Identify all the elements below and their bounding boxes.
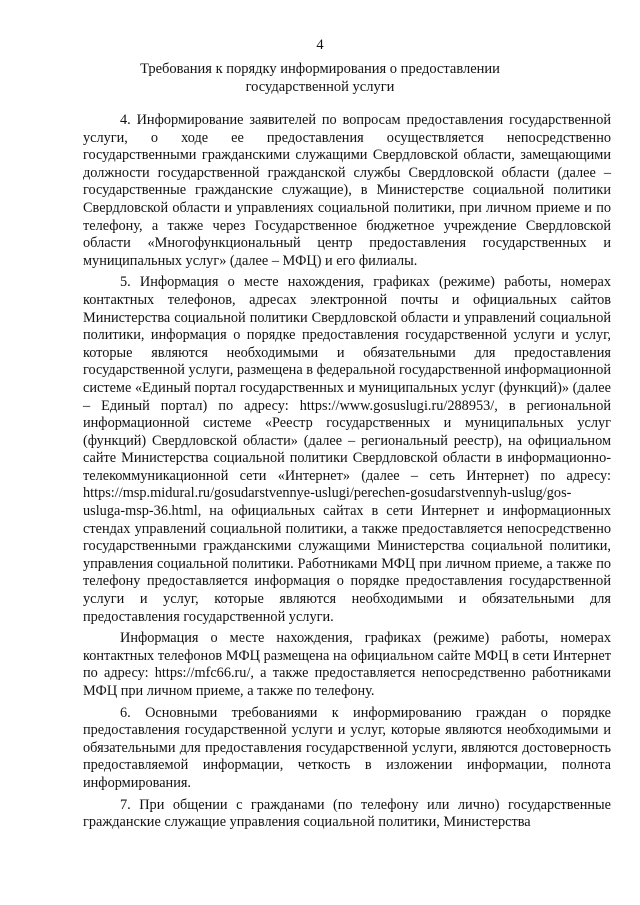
- paragraph-4: 4. Информирование заявителей по вопросам предоставления государственной услуги, о ходе ее предоставления осуществляется непосредственно государственными гражданскими служащими Свердловской области, замещающими должности государственной гражданской службы Свердловской области (далее – государственные гражданские служащие), в Министерстве социальной политики Свердловской области и управлениях социальной политики, при личном приеме и по телефону, а также через Государственное бюджетное учреждение Свердловской области «Многофункциональный центр предоставления государственных и муниципальных услуг» (далее – МФЦ) и его филиалы.: [83, 112, 611, 269]
- page-number: 4: [316, 37, 324, 53]
- section-title: Требования к порядку информирования о предоставлении государственной услуги: [140, 61, 500, 95]
- paragraph-5: 5. Информация о месте нахождения, графиках (режиме) работы, номерах контактных телефонов, адресах электронной почты и официальных сайтов Министерства социальной политики Свердловской области и управлений социальной политики, информация о порядке предоставления государственной услуги и услуг, которые являются необходимыми и обязательными для предоставления государственной услуги, размещена в федеральной государственной информационной системе «Единый портал государственных и муниципальных услуг (функций)» (далее – Единый портал) по адресу: https://www.gosuslugi.ru/288953/, в региональной информационной системе «Реестр государственных и муниципальных услуг (функций) Свердловской области» (далее – региональный реестр), на официальном сайте Министерства социальной политики Свердловской области в информационно-телекоммуникационной сети «Интернет» (далее – сеть Интернет) по адресу: https://msp.midural.ru/gosudarstvennye-uslugi/perechen-gosudarstvennyh-uslug/gos-usluga-msp-36.html, на официальных сайтах в сети Интернет и информационных стендах управлений социальной политики, а также предоставляется непосредственно государственными гражданскими служащими Министерства социальной политики, управления социальной политики. Работниками МФЦ при личном приеме, а также по телефону предоставляется информация о порядке предоставления государственной услуги и услуг, которые являются необходимыми и обязательными для предоставления государственной услуги.: [83, 274, 611, 625]
- paragraph-7: 7. При общении с гражданами (по телефону или лично) государственные гражданские служащие управления социальной политики, Министерства: [83, 796, 611, 831]
- paragraph-6: 6. Основными требованиями к информированию граждан о порядке предоставления государственной услуги и услуг, которые являются необходимыми и обязательными для предоставления государственной услуги, являются достоверность предоставляемой информации, четкость в изложении информации, полнота информирования.: [83, 704, 611, 791]
- paragraph-mfc-info: Информация о месте нахождения, графиках (режиме) работы, номерах контактных телефонов МФЦ размещена на официальном сайте МФЦ в сети Интернет по адресу: https://mfc66.ru/, а также предоставляется непосредственно работниками МФЦ при личном приеме, а также по телефону.: [83, 630, 611, 699]
- document-body: [83, 112, 611, 836]
